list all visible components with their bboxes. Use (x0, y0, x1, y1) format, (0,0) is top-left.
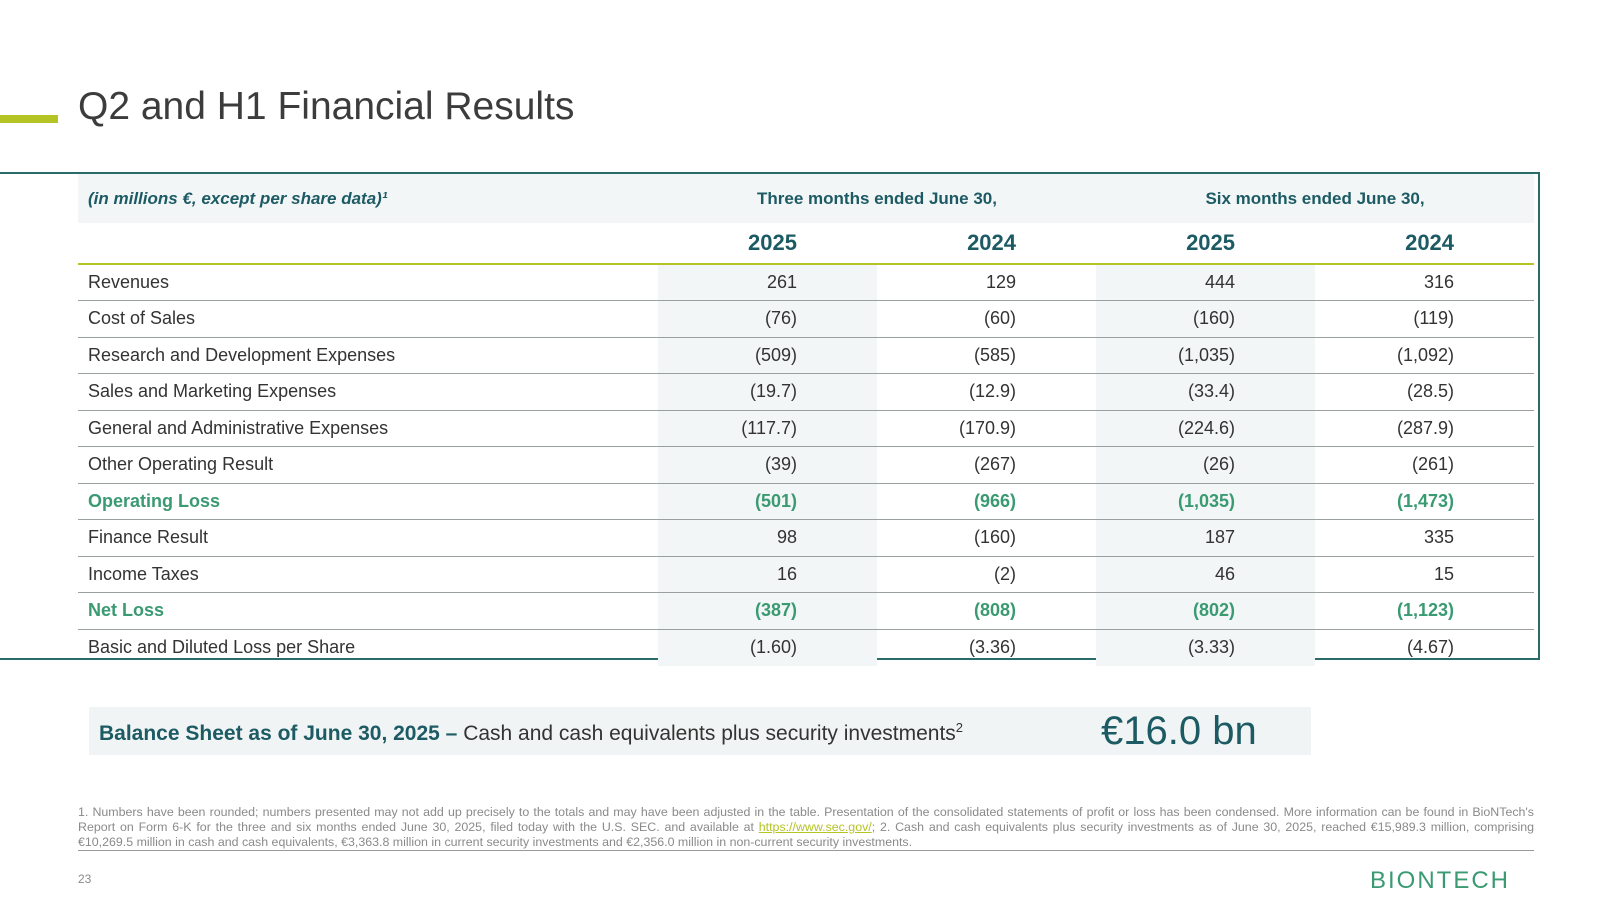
cell-h1-2025: (3.33) (1096, 629, 1315, 666)
cell-q2-2024: (170.9) (877, 410, 1096, 447)
balance-sheet-description: Cash and cash equivalents plus security investments (457, 722, 956, 745)
row-label: Basic and Diluted Loss per Share (88, 637, 356, 657)
row-label: Other Operating Result (78, 447, 658, 484)
financial-results-table (78, 174, 1534, 666)
cell-q2-2024: (585) (877, 337, 1096, 374)
cell-h1-2024: (1,092) (1315, 337, 1534, 374)
cell-q2-2025: (509) (658, 337, 877, 374)
row-label: Cost of Sales (78, 301, 658, 338)
cell-q2-2024: (160) (877, 520, 1096, 557)
header-six-months: Six months ended June 30, (1096, 174, 1534, 223)
cell-q2-2025: 16 (658, 556, 877, 593)
balance-sheet-box (89, 707, 1311, 755)
logo-wordmark: BIONTECH (1370, 868, 1511, 892)
balance-sheet-value: €16.0 bn (1101, 709, 1257, 753)
table-row-revenues (78, 264, 1534, 301)
cell-h1-2024: 335 (1315, 520, 1534, 557)
footnote-part-2: ; 2. Cash and cash equivalents plus security investments as of June 30, 2025, reached €15,989.3 million, comprising €10,269.5 million in cash and cash equivalents, €3,363.8 million in current security investments and €2,356.0 million in non-current security investments. (78, 820, 1534, 849)
cell-q2-2024: (808) (877, 593, 1096, 630)
cell-h1-2024: (1,473) (1315, 483, 1534, 520)
cell-h1-2025: (1,035) (1096, 483, 1315, 520)
cell-q2-2024: (12.9) (877, 374, 1096, 411)
cell-h1-2025: 46 (1096, 556, 1315, 593)
row-label: Income Taxes (78, 556, 658, 593)
table-row-sales-marketing-expenses (78, 374, 1534, 411)
cell-q2-2024: (2) (877, 556, 1096, 593)
biontech-logo (1370, 868, 1535, 892)
cell-q2-2024: (267) (877, 447, 1096, 484)
row-label: Net Loss (78, 593, 658, 630)
cell-q2-2025: (117.7) (658, 410, 877, 447)
cell-h1-2024: (4.67) (1407, 637, 1455, 657)
table-row-finance-result (78, 520, 1534, 557)
cell-q2-2024: (60) (877, 301, 1096, 338)
year-header-spacer (78, 223, 658, 264)
page-title: Q2 and H1 Financial Results (78, 85, 575, 128)
cell-h1-2025: (160) (1096, 301, 1315, 338)
footnote (78, 805, 1534, 850)
cell-h1-2024: (28.5) (1315, 374, 1534, 411)
cell-h1-2025: 444 (1096, 264, 1315, 301)
balance-sheet-heading: Balance Sheet as of June 30, 2025 – (99, 722, 458, 745)
table-caption: (in millions €, except per share data)¹ (78, 174, 658, 223)
cell-q2-2025: (19.7) (658, 374, 877, 411)
table-row-income-taxes (78, 556, 1534, 593)
cell-h1-2025: (33.4) (1096, 374, 1315, 411)
cell-q2-2025: 261 (658, 264, 877, 301)
cell-q2-2024: (3.36) (968, 637, 1017, 657)
table-body (78, 174, 1534, 666)
table-row-operating-loss (78, 483, 1534, 520)
table-header-row (78, 174, 1534, 223)
row-label: Research and Development Expenses (78, 337, 658, 374)
cell-h1-2025: (224.6) (1096, 410, 1315, 447)
cell-h1-2025: (802) (1096, 593, 1315, 630)
table-row-cost-of-sales (78, 301, 1534, 338)
cell-h1-2025: 187 (1096, 520, 1315, 557)
cell-h1-2025: (1,035) (1096, 337, 1315, 374)
year-h1-2024: 2024 (1315, 223, 1534, 264)
balance-sheet-label (99, 720, 963, 746)
table-row-rnd-expenses (78, 337, 1534, 374)
table-row-ga-expenses (78, 410, 1534, 447)
row-label: Finance Result (78, 520, 658, 557)
cell-h1-2024: (287.9) (1315, 410, 1534, 447)
year-h1-2025: 2025 (1096, 223, 1315, 264)
table-row-loss-per-share (78, 629, 1534, 666)
cell-h1-2025: (26) (1096, 447, 1315, 484)
row-label: General and Administrative Expenses (78, 410, 658, 447)
cell-q2-2025: 98 (658, 520, 877, 557)
title-accent-bar (0, 115, 58, 123)
cell-h1-2024: (261) (1315, 447, 1534, 484)
cell-q2-2025: (76) (658, 301, 877, 338)
row-label: Sales and Marketing Expenses (78, 374, 658, 411)
cell-h1-2024: (1,123) (1315, 593, 1534, 630)
row-label: Revenues (78, 264, 658, 301)
cell-h1-2024: 15 (1315, 556, 1534, 593)
cell-q2-2025: (39) (658, 447, 877, 484)
year-q2-2024: 2024 (877, 223, 1096, 264)
cell-q2-2024: (966) (877, 483, 1096, 520)
table-row-other-operating-result (78, 447, 1534, 484)
cell-q2-2025: (1.60) (658, 629, 877, 666)
cell-h1-2024: 316 (1315, 264, 1534, 301)
year-q2-2025: 2025 (658, 223, 877, 264)
cell-q2-2025: (387) (658, 593, 877, 630)
cell-h1-2024: (119) (1315, 301, 1534, 338)
balance-footnote-ref: 2 (955, 720, 964, 735)
cell-q2-2025: (501) (658, 483, 877, 520)
year-header-row (78, 223, 1534, 264)
footnote-divider (78, 850, 1534, 851)
footnote-part-1: 1. Numbers have been rounded; numbers presented may not add up precisely to the totals and may have been adjusted in the table. Presentation of the consolidated statements of profit or loss has been condensed. More information can be found in BioNTech's Report on Form 6-K for the three and six months ended June 30, 2025, filed today with the U.S. SEC. and available at (78, 805, 1534, 834)
sec-link[interactable]: https://www.sec.gov/ (758, 820, 872, 834)
row-label: Operating Loss (78, 483, 658, 520)
header-three-months: Three months ended June 30, (658, 174, 1096, 223)
cell-q2-2024: 129 (877, 264, 1096, 301)
table-row-net-loss (78, 593, 1534, 630)
page-number: 23 (78, 872, 92, 886)
